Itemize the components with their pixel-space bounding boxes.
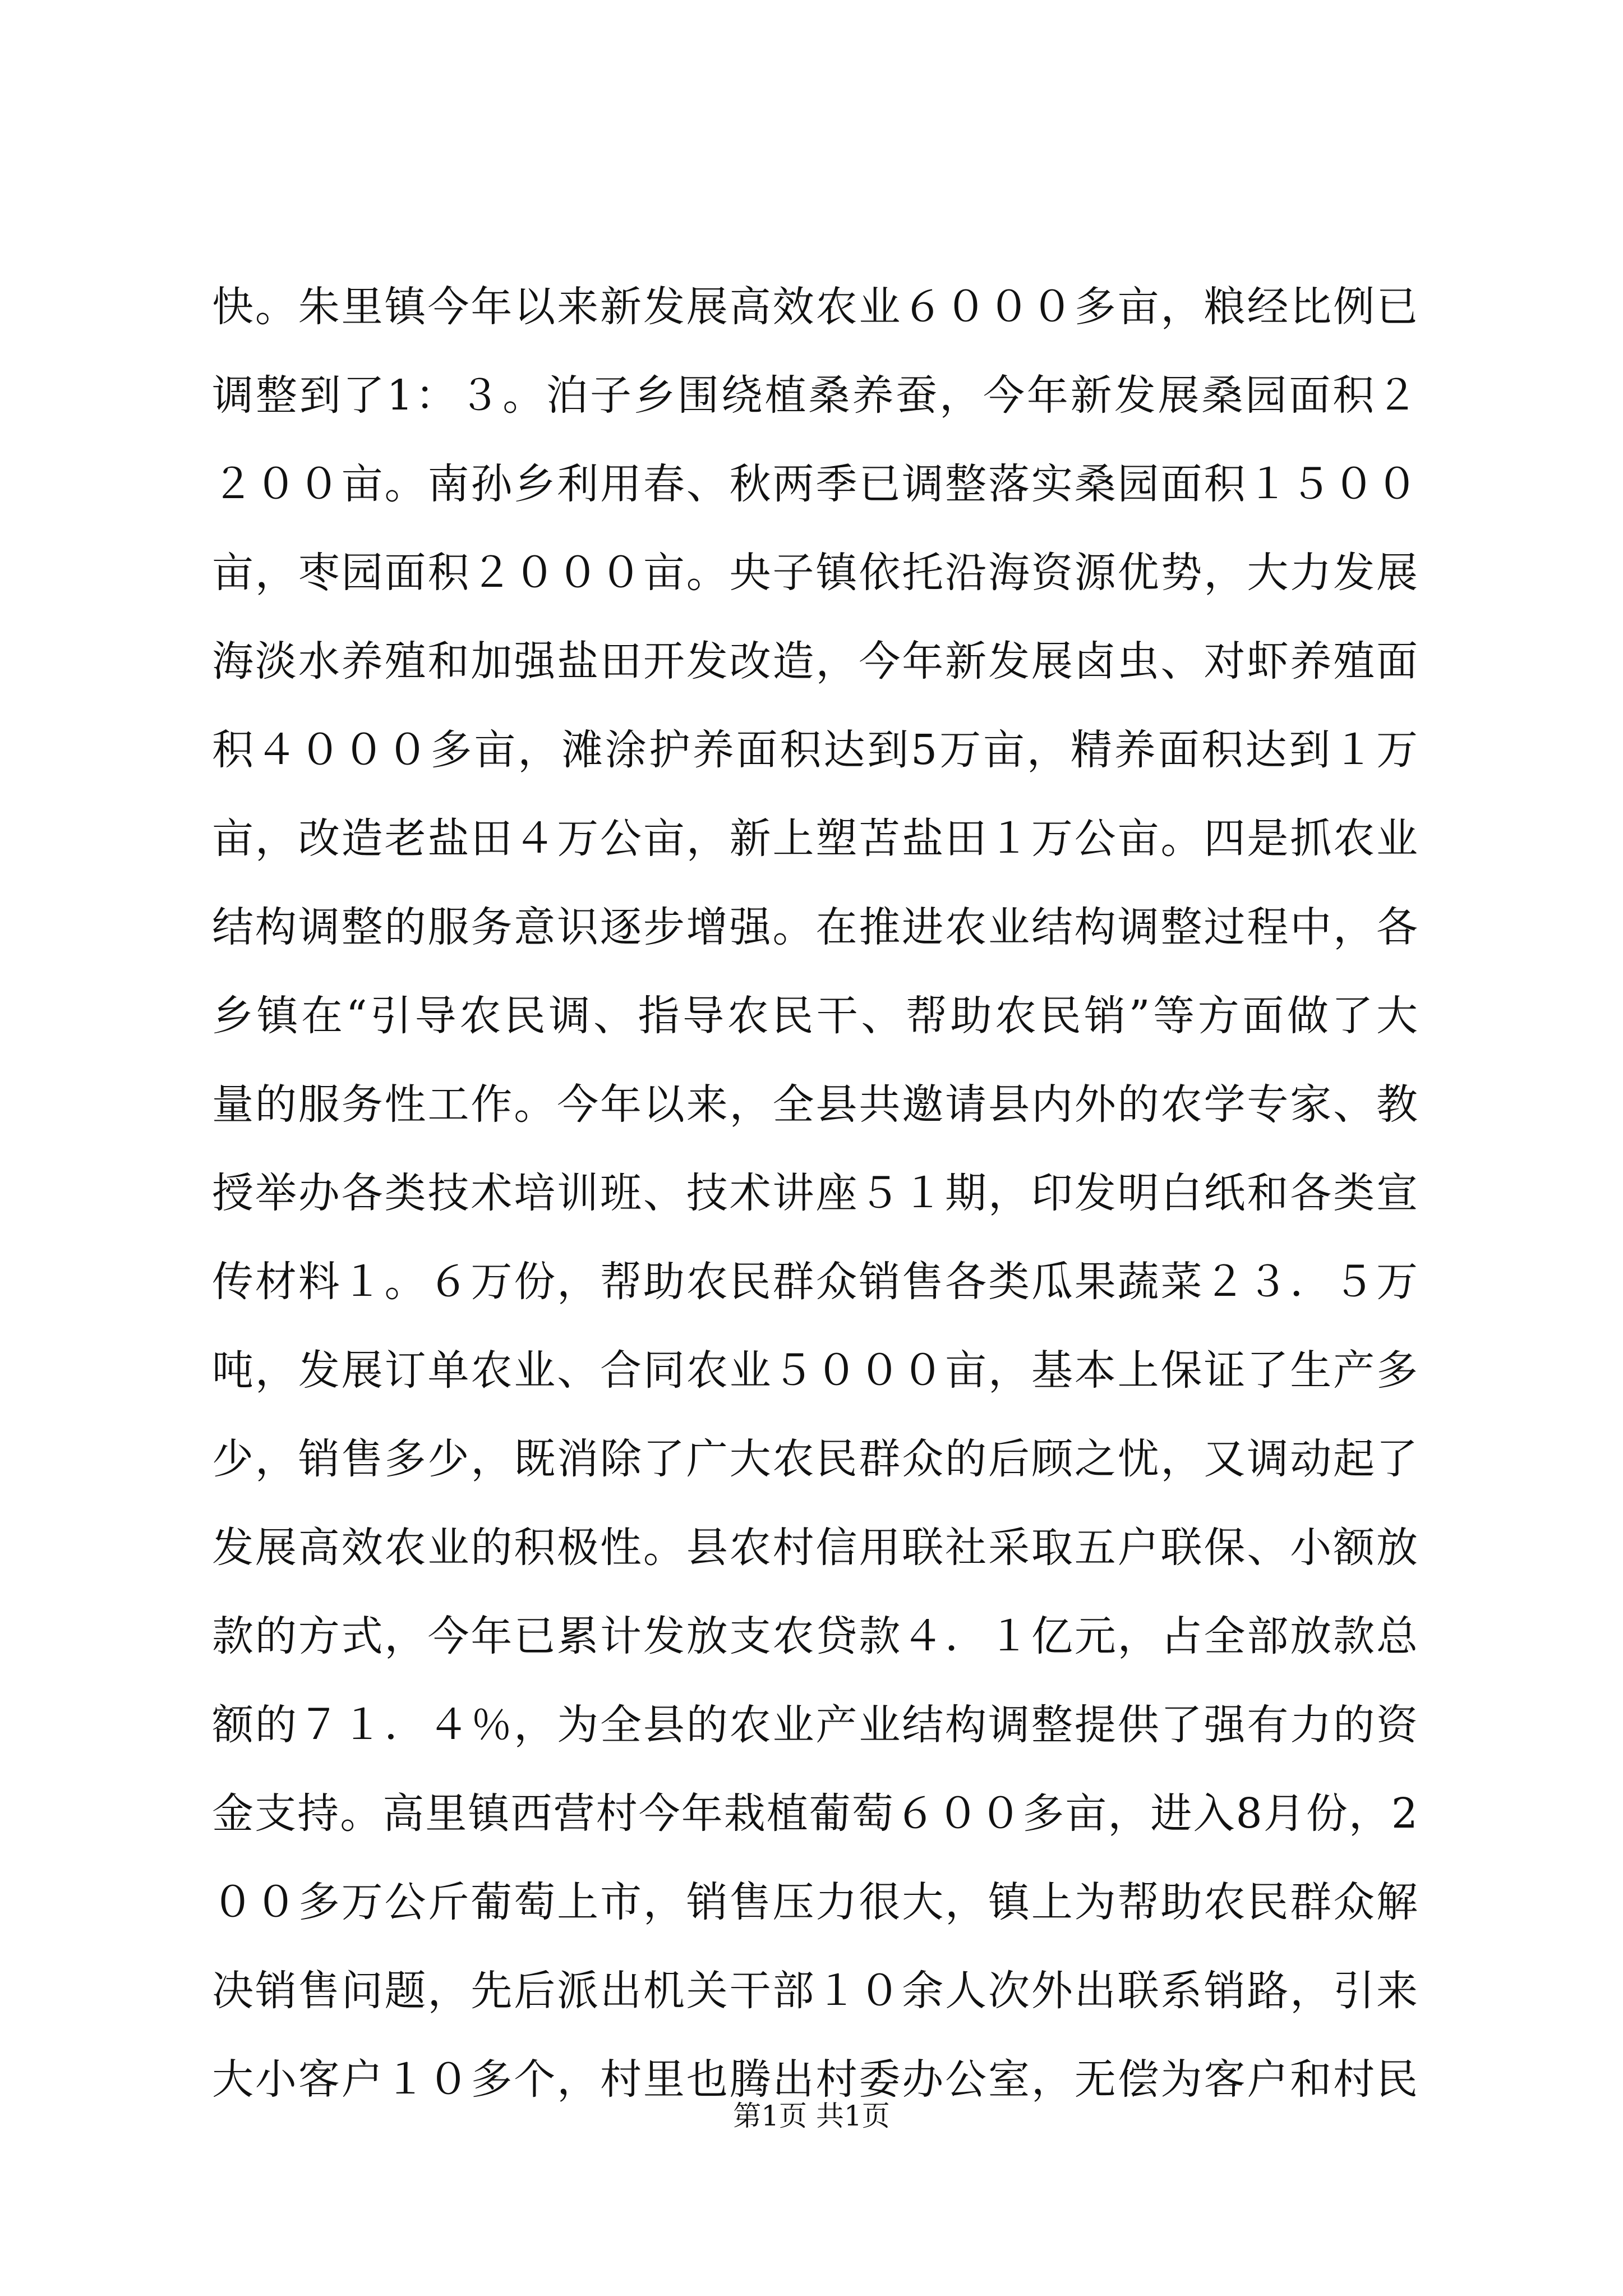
text-line: 大小客户１０多个，村里也腾出村委办公室，无偿为客户和村民 (212, 2055, 1418, 2104)
text-line: 乡镇在“引导农民调、指导农民干、帮助农民销”等方面做了大 (212, 992, 1418, 1040)
text-line: 传材料１。６万份，帮助农民群众销售各类瓜果蔬菜２３．５万 (212, 1258, 1418, 1306)
page-footer: 第1页 共1页 (733, 2100, 890, 2132)
text-line: 积４０００多亩，滩涂护养面积达到5万亩，精养面积达到１万 (212, 726, 1418, 774)
text-line: 额的７１．４％，为全县的农业产业结构调整提供了强有力的资 (212, 1701, 1418, 1749)
text-line: 授举办各类技术培训班、技术讲座５１期，印发明白纸和各类宣 (212, 1169, 1418, 1217)
text-line: 结构调整的服务意识逐步增强。在推进农业结构调整过程中，各 (212, 903, 1418, 951)
text-line: 亩，改造老盐田４万公亩，新上塑苫盐田１万公亩。四是抓农业 (212, 815, 1418, 863)
text-line: 调整到了1：３。泊子乡围绕植桑养蚕，今年新发展桑园面积２ (212, 371, 1418, 420)
text-line: 决销售问题，先后派出机关干部１０余人次外出联系销路，引来 (212, 1967, 1418, 2015)
text-line: 金支持。高里镇西营村今年栽植葡萄６００多亩，进入8月份，2 (212, 1789, 1418, 1838)
text-line: 海淡水养殖和加强盐田开发改造，今年新发展卤虫、对虾养殖面 (212, 637, 1418, 685)
text-line: 少，销售多少，既消除了广大农民群众的后顾之忧，又调动起了 (212, 1435, 1418, 1483)
text-line: ２００亩。南孙乡利用春、秋两季已调整落实桑园面积１５００ (212, 460, 1418, 508)
text-line: 亩，枣园面积２０００亩。央子镇依托沿海资源优势，大力发展 (212, 549, 1418, 597)
text-line: 量的服务性工作。今年以来，全县共邀请县内外的农学专家、教 (212, 1080, 1418, 1129)
body-text (212, 263, 1418, 2124)
text-line: 吨，发展订单农业、合同农业５０００亩，基本上保证了生产多 (212, 1346, 1418, 1395)
text-line: 发展高效农业的积极性。县农村信用联社采取五户联保、小额放 (212, 1524, 1418, 1572)
text-line: 快。朱里镇今年以来新发展高效农业６０００多亩，粮经比例已 (212, 283, 1418, 331)
text-line: ００多万公斤葡萄上市，销售压力很大，镇上为帮助农民群众解 (212, 1878, 1418, 1926)
text-line: 款的方式，今年已累计发放支农贷款４．１亿元，占全部放款总 (212, 1612, 1418, 1660)
